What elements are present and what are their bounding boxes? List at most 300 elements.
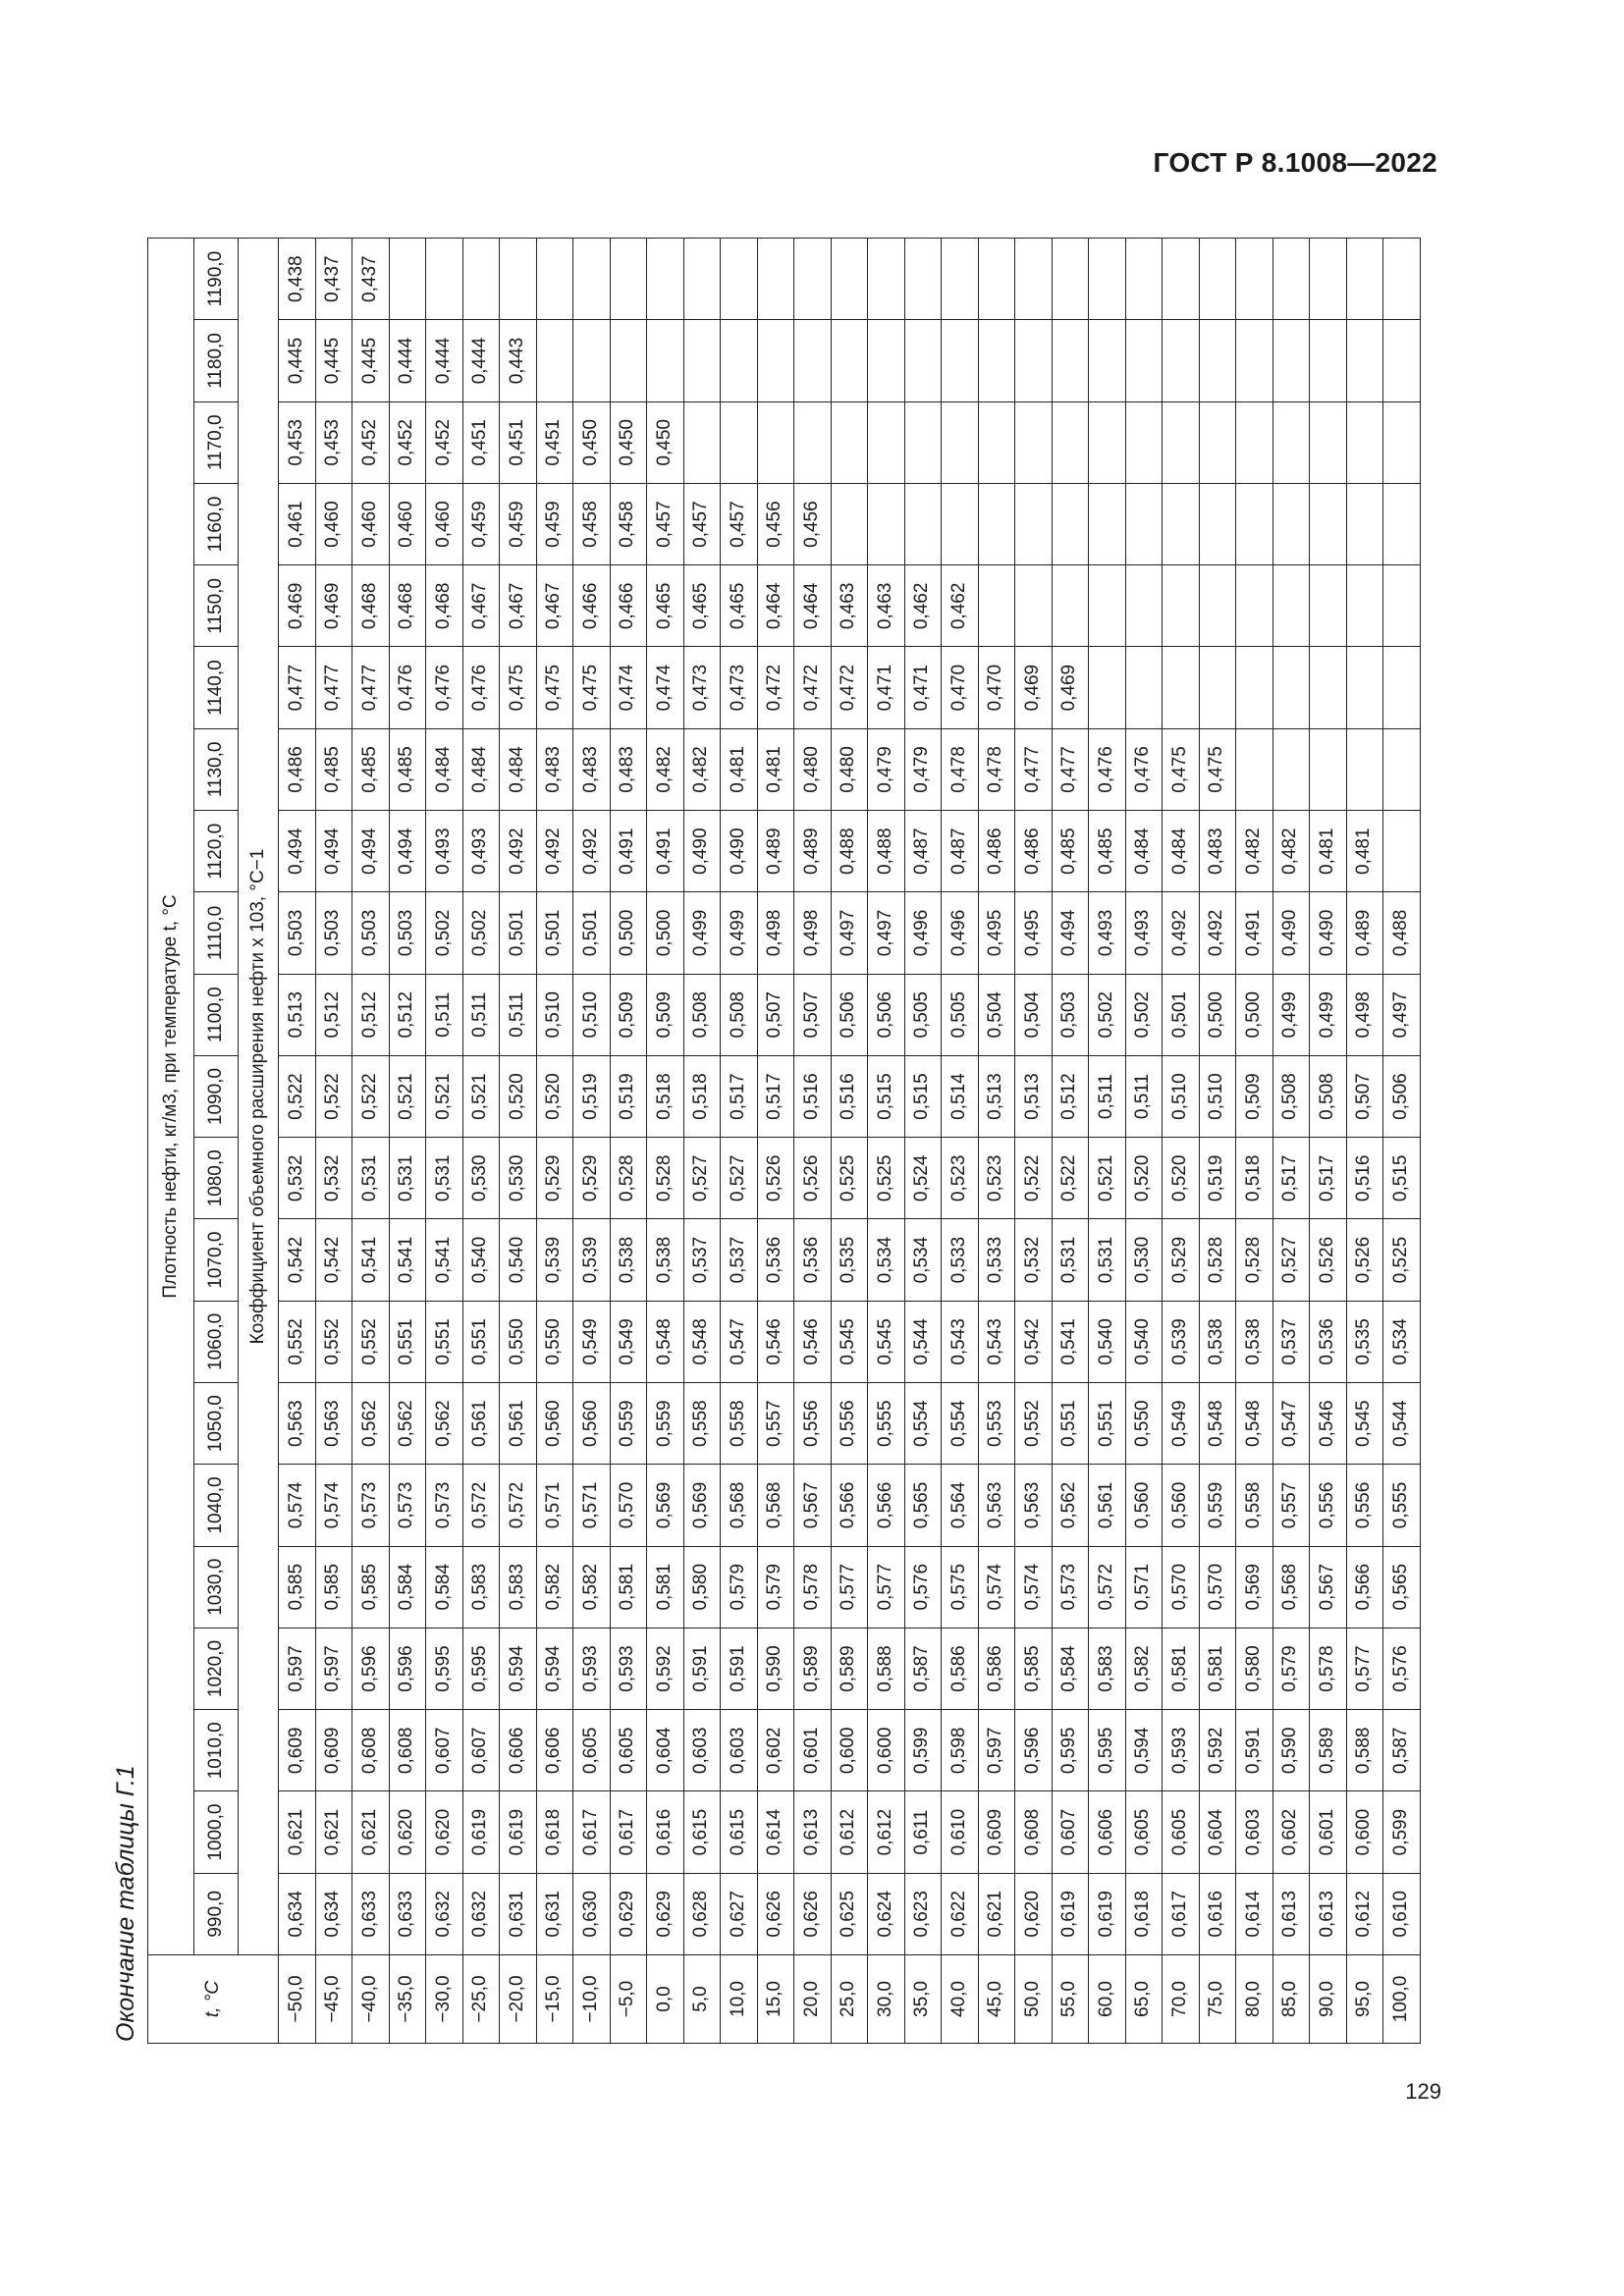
coefficient-cell: 0,579 [1272,1628,1310,1709]
coefficient-cell: 0,572 [1089,1546,1126,1628]
coefficient-cell [1199,401,1236,483]
coefficient-cell: 0,598 [942,1710,979,1791]
coefficient-cell [1052,401,1089,483]
coefficient-cell: 0,487 [942,811,979,892]
coefficient-cell: 0,537 [721,1219,758,1301]
coefficient-cell: 0,484 [1163,811,1200,892]
coefficient-cell: 0,581 [647,1546,684,1628]
coefficient-cell [462,239,500,320]
coefficient-cell: 0,509 [647,974,684,1055]
coefficient-cell: 0,614 [1236,1873,1273,1954]
coefficient-cell: 0,518 [1236,1138,1273,1219]
temperature-cell: 20,0 [794,1955,832,2044]
coefficient-cell: 0,545 [1346,1383,1383,1465]
table-row [1163,239,1200,2044]
table-row [757,239,794,2044]
density-value-header: 1110,0 [194,892,239,974]
temperature-cell: 10,0 [721,1955,758,2044]
coefficient-cell: 0,525 [868,1138,905,1219]
coefficient-cell: 0,550 [1125,1383,1163,1465]
coefficient-cell: 0,603 [1236,1791,1273,1873]
coefficient-cell: 0,500 [1199,974,1236,1055]
coefficient-cell: 0,541 [426,1219,463,1301]
coefficient-cell: 0,600 [831,1710,868,1791]
coefficient-cell [794,401,832,483]
coefficient-cell: 0,630 [573,1873,611,1954]
density-value-header: 1130,0 [194,728,239,810]
coefficient-cell: 0,562 [426,1383,463,1465]
coefficient-cell [1272,728,1310,810]
coefficient-cell: 0,621 [315,1791,352,1873]
coefficient-cell: 0,483 [1199,811,1236,892]
coefficient-cell: 0,545 [831,1301,868,1382]
coefficient-cell: 0,578 [794,1546,832,1628]
coefficient-cell: 0,527 [721,1138,758,1219]
coefficient-cell: 0,619 [500,1791,537,1873]
coefficient-cell [904,401,942,483]
coefficient-cell: 0,609 [315,1710,352,1791]
temperature-cell: −45,0 [315,1955,352,2044]
coefficient-cell [868,401,905,483]
coefficient-cell: 0,486 [1015,811,1053,892]
coefficient-cell: 0,483 [573,728,611,810]
coefficient-cell: 0,457 [721,483,758,564]
coefficient-cell: 0,492 [1163,892,1200,974]
table-row [573,239,611,2044]
coefficient-cell: 0,552 [1015,1383,1053,1465]
coefficient-cell [1125,239,1163,320]
table-row [1310,239,1347,2044]
coefficient-cell [1383,483,1421,564]
coefficient-cell [1272,483,1310,564]
page-number: 129 [1405,2079,1441,2104]
coefficient-cell: 0,463 [831,565,868,647]
coefficient-cell [757,320,794,401]
coefficient-cell [757,401,794,483]
table-row [904,239,942,2044]
coefficient-cell: 0,522 [1015,1138,1053,1219]
coefficient-cell: 0,478 [978,728,1015,810]
coefficient-cell [426,239,463,320]
coefficient-cell: 0,512 [1052,1055,1089,1137]
coefficient-cell: 0,563 [1015,1465,1053,1546]
coefficient-cell: 0,503 [1052,974,1089,1055]
coefficient-cell: 0,576 [1383,1628,1421,1709]
coefficient-cell [942,401,979,483]
coefficient-cell: 0,560 [536,1383,573,1465]
coefficient-cell [721,401,758,483]
coefficient-cell: 0,486 [978,811,1015,892]
coefficient-cell: 0,625 [831,1873,868,1954]
coefficient-cell [757,239,794,320]
coefficient-cell: 0,539 [1163,1301,1200,1382]
coefficient-cell: 0,563 [315,1383,352,1465]
coefficient-cell: 0,509 [610,974,647,1055]
coefficient-cell: 0,605 [610,1710,647,1791]
coefficient-cell: 0,552 [279,1301,316,1382]
coefficient-cell: 0,524 [904,1138,942,1219]
coefficient-cell [1052,239,1089,320]
coefficient-cell: 0,557 [1272,1465,1310,1546]
coefficient-cell: 0,558 [683,1383,721,1465]
coefficient-cell: 0,459 [462,483,500,564]
coefficient-cell: 0,567 [794,1465,832,1546]
coefficient-cell: 0,481 [1346,811,1383,892]
coefficient-cell [868,239,905,320]
coefficient-cell: 0,516 [794,1055,832,1137]
coefficient-cell: 0,451 [536,401,573,483]
coefficient-cell [1272,565,1310,647]
coefficient-cell: 0,607 [426,1710,463,1791]
coefficient-cell: 0,613 [794,1791,832,1873]
coefficient-cell: 0,600 [868,1710,905,1791]
coefficient-cell: 0,593 [573,1628,611,1709]
coefficient-cell: 0,620 [389,1791,426,1873]
coefficient-cell: 0,510 [573,974,611,1055]
coefficient-cell: 0,602 [1272,1791,1310,1873]
coefficient-cell: 0,445 [279,320,316,401]
temperature-cell: 75,0 [1199,1955,1236,2044]
temperature-cell: 55,0 [1052,1955,1089,2044]
coefficient-cell: 0,503 [279,892,316,974]
coefficient-cell: 0,556 [1310,1465,1347,1546]
coefficient-cell: 0,485 [1052,811,1089,892]
coefficient-cell: 0,608 [352,1710,390,1791]
coefficient-cell: 0,490 [1310,892,1347,974]
coefficient-cell: 0,483 [536,728,573,810]
coefficient-cell: 0,467 [536,565,573,647]
coefficient-cell: 0,445 [315,320,352,401]
coefficient-cell: 0,583 [500,1546,537,1628]
coefficient-cell: 0,494 [1052,892,1089,974]
coefficient-cell: 0,472 [757,647,794,728]
coefficient-cell: 0,517 [1272,1138,1310,1219]
coefficient-cell: 0,546 [794,1301,832,1382]
coefficient-cell: 0,581 [1199,1628,1236,1709]
coefficient-cell: 0,492 [573,811,611,892]
temperature-cell: −15,0 [536,1955,573,2044]
coefficient-cell: 0,537 [1272,1301,1310,1382]
coefficient-cell: 0,456 [794,483,832,564]
coefficient-cell: 0,572 [500,1465,537,1546]
coefficient-cell: 0,469 [315,565,352,647]
coefficient-cell: 0,633 [389,1873,426,1954]
coefficient-cell: 0,522 [279,1055,316,1137]
coefficient-cell: 0,512 [389,974,426,1055]
coefficient-cell: 0,507 [1346,1055,1383,1137]
coefficient-cell: 0,495 [978,892,1015,974]
density-value-header: 1060,0 [194,1301,239,1382]
coefficient-cell: 0,488 [831,811,868,892]
coefficient-cell: 0,468 [389,565,426,647]
coefficient-cell: 0,496 [942,892,979,974]
coefficient-cell [573,239,611,320]
coefficient-cell: 0,474 [610,647,647,728]
coefficient-cell: 0,453 [315,401,352,483]
coefficient-cell: 0,472 [831,647,868,728]
coefficient-cell: 0,470 [942,647,979,728]
table-row [352,239,390,2044]
coefficient-cell: 0,519 [573,1055,611,1137]
table-row [389,239,426,2044]
coefficient-cell: 0,605 [1163,1791,1200,1873]
coefficient-cell: 0,505 [942,974,979,1055]
table-row [1236,239,1273,2044]
coefficient-cell: 0,503 [389,892,426,974]
coefficient-cell: 0,621 [352,1791,390,1873]
coefficient-cell: 0,569 [647,1465,684,1546]
coefficient-cell: 0,519 [1199,1138,1236,1219]
coefficient-cell: 0,607 [1052,1791,1089,1873]
coefficient-cell: 0,613 [1310,1873,1347,1954]
table-row [279,239,316,2044]
coefficient-cell: 0,512 [315,974,352,1055]
coefficient-cell [1199,239,1236,320]
coefficient-cell: 0,500 [1236,974,1273,1055]
coefficient-cell: 0,501 [573,892,611,974]
temperature-cell: 70,0 [1163,1955,1200,2044]
coefficient-cell: 0,564 [942,1465,979,1546]
coefficient-cell: 0,499 [1272,974,1310,1055]
coefficient-cell: 0,607 [462,1710,500,1791]
coefficient-cell: 0,551 [1052,1383,1089,1465]
coefficient-cell: 0,477 [279,647,316,728]
coefficient-cell: 0,584 [426,1546,463,1628]
coefficient-cell: 0,591 [683,1628,721,1709]
coefficient-cell [1163,320,1200,401]
coefficient-cell: 0,565 [904,1465,942,1546]
coefficient-cell: 0,534 [904,1219,942,1301]
coefficient-cell [942,320,979,401]
coefficient-cell: 0,484 [1125,811,1163,892]
coefficient-cell: 0,529 [1163,1219,1200,1301]
temperature-cell: 45,0 [978,1955,1015,2044]
coefficient-cell: 0,476 [426,647,463,728]
coefficient-cell: 0,489 [757,811,794,892]
coefficient-cell: 0,601 [794,1710,832,1791]
coefficient-cell: 0,560 [1163,1465,1200,1546]
coefficient-cell: 0,469 [1052,647,1089,728]
coefficient-cell: 0,543 [978,1301,1015,1382]
coefficient-cell: 0,552 [315,1301,352,1382]
coefficient-cell: 0,488 [1383,892,1421,974]
coefficient-cell: 0,476 [1125,728,1163,810]
coefficient-cell [794,239,832,320]
coefficient-cell [1383,401,1421,483]
coefficient-cell: 0,476 [389,647,426,728]
coefficient-cell: 0,540 [1125,1301,1163,1382]
temperature-cell: −25,0 [462,1955,500,2044]
coefficient-cell: 0,546 [757,1301,794,1382]
coefficient-cell: 0,452 [352,401,390,483]
coefficient-cell [1310,647,1347,728]
coefficient-cell: 0,450 [610,401,647,483]
coefficient-cell: 0,629 [647,1873,684,1954]
coefficient-cell: 0,462 [942,565,979,647]
coefficient-cell [500,239,537,320]
coefficient-cell: 0,549 [1163,1383,1200,1465]
coefficient-cell: 0,456 [757,483,794,564]
coefficient-cell [1236,565,1273,647]
coefficient-cell: 0,600 [1346,1791,1383,1873]
coefficient-cell: 0,595 [1052,1710,1089,1791]
coefficient-cell: 0,606 [536,1710,573,1791]
coefficient-cell: 0,599 [904,1710,942,1791]
temperature-cell: 100,0 [1383,1955,1421,2044]
temperature-cell: 15,0 [757,1955,794,2044]
coefficient-cell: 0,563 [978,1465,1015,1546]
coefficient-cell: 0,461 [279,483,316,564]
coefficient-cell [1089,483,1126,564]
temperature-cell: 65,0 [1125,1955,1163,2044]
coefficient-cell [1346,647,1383,728]
coefficient-cell: 0,466 [573,565,611,647]
coefficient-cell: 0,580 [683,1546,721,1628]
coefficient-cell: 0,493 [426,811,463,892]
coefficient-cell: 0,550 [536,1301,573,1382]
coefficient-cell: 0,513 [279,974,316,1055]
coefficient-cell: 0,522 [352,1055,390,1137]
coefficient-cell: 0,611 [904,1791,942,1873]
table-row [536,239,573,2044]
coefficient-cell: 0,458 [573,483,611,564]
coefficient-cell: 0,573 [389,1465,426,1546]
coefficient-cell [1052,483,1089,564]
density-value-header: 1180,0 [194,320,239,401]
coefficient-cell: 0,585 [279,1546,316,1628]
coefficient-cell: 0,465 [683,565,721,647]
coefficient-cell: 0,526 [757,1138,794,1219]
coefficient-cell: 0,482 [1236,811,1273,892]
coefficient-cell: 0,548 [1236,1383,1273,1465]
coefficient-cell: 0,573 [1052,1546,1089,1628]
coefficient-cell: 0,622 [942,1873,979,1954]
table-row [721,239,758,2044]
coefficient-cell: 0,490 [683,811,721,892]
coefficient-cell: 0,469 [279,565,316,647]
coefficient-cell: 0,551 [1089,1383,1126,1465]
table-row [1199,239,1236,2044]
coefficient-cell: 0,498 [794,892,832,974]
coefficient-cell: 0,450 [573,401,611,483]
density-header: Плотность нефти, кг/м3, при температуре t, °C [148,239,194,1955]
table-row [315,239,352,2044]
coefficient-cell: 0,612 [831,1791,868,1873]
temperature-cell: 95,0 [1346,1955,1383,2044]
coefficient-cell: 0,452 [426,401,463,483]
coefficient-cell: 0,457 [647,483,684,564]
coefficient-cell: 0,556 [794,1383,832,1465]
coefficient-cell [389,239,426,320]
coefficient-cell: 0,542 [279,1219,316,1301]
density-value-header: 1150,0 [194,565,239,647]
coefficient-cell: 0,491 [610,811,647,892]
coefficient-cell: 0,609 [279,1710,316,1791]
coefficient-cell [1383,728,1421,810]
coefficient-cell [1052,565,1089,647]
coefficient-cell: 0,599 [1383,1791,1421,1873]
coefficient-cell: 0,626 [794,1873,832,1954]
coefficient-cell: 0,551 [389,1301,426,1382]
coefficient-cell: 0,540 [462,1219,500,1301]
coefficient-cell [1310,320,1347,401]
coefficient-cell: 0,606 [500,1710,537,1791]
coefficient-cell: 0,633 [352,1873,390,1954]
coefficient-cell: 0,496 [904,892,942,974]
coefficient-cell: 0,531 [389,1138,426,1219]
coefficient-cell: 0,481 [721,728,758,810]
density-value-header: 1000,0 [194,1791,239,1873]
coefficient-cell: 0,463 [868,565,905,647]
coefficient-cell: 0,445 [352,320,390,401]
coefficient-cell: 0,634 [279,1873,316,1954]
coefficient-cell: 0,511 [1125,1055,1163,1137]
coefficient-cell [1383,647,1421,728]
coefficient-cell: 0,585 [352,1546,390,1628]
coefficient-cell: 0,594 [536,1628,573,1709]
coefficient-cell: 0,494 [389,811,426,892]
coefficient-cell: 0,596 [1015,1710,1053,1791]
coefficient-cell: 0,631 [536,1873,573,1954]
coefficient-cell: 0,586 [942,1628,979,1709]
coefficient-cell: 0,485 [315,728,352,810]
coefficient-cell [1089,647,1126,728]
coefficient-cell: 0,585 [315,1546,352,1628]
coefficient-cell: 0,544 [904,1301,942,1382]
coefficient-cell: 0,443 [500,320,537,401]
coefficient-cell: 0,620 [1015,1873,1053,1954]
coefficient-cell: 0,553 [978,1383,1015,1465]
coefficient-cell: 0,569 [1236,1546,1273,1628]
coefficient-cell: 0,623 [904,1873,942,1954]
coefficient-cell: 0,513 [1015,1055,1053,1137]
coefficient-cell: 0,540 [500,1219,537,1301]
coefficient-cell [1163,483,1200,564]
coefficient-cell: 0,460 [426,483,463,564]
density-value-header: 1100,0 [194,974,239,1055]
coefficient-cell: 0,484 [426,728,463,810]
table-container [147,238,1411,2044]
coefficient-cell: 0,437 [315,239,352,320]
coefficient-cell: 0,518 [683,1055,721,1137]
coefficient-cell: 0,602 [757,1710,794,1791]
coefficient-cell [1346,239,1383,320]
coefficient-cell: 0,585 [1015,1628,1053,1709]
coefficient-cell: 0,618 [1125,1873,1163,1954]
coefficient-cell: 0,467 [462,565,500,647]
coefficient-cell: 0,517 [1310,1138,1347,1219]
coefficient-cell: 0,594 [1125,1710,1163,1791]
table-row [1125,239,1163,2044]
temperature-cell: 50,0 [1015,1955,1053,2044]
coefficient-cell: 0,497 [868,892,905,974]
coefficient-cell: 0,567 [1310,1546,1347,1628]
table-row [1346,239,1383,2044]
coefficient-cell [1310,728,1347,810]
coefficient-cell [1346,483,1383,564]
coefficient-cell: 0,511 [1089,1055,1126,1137]
coefficient-cell: 0,540 [1089,1301,1126,1382]
coefficient-cell: 0,548 [1199,1383,1236,1465]
coefficient-cell: 0,473 [683,647,721,728]
coefficient-cell [978,239,1015,320]
coefficient-cell [1272,647,1310,728]
coefficient-cell [1125,320,1163,401]
coefficient-cell: 0,522 [1052,1138,1089,1219]
coefficient-cell: 0,515 [1383,1138,1421,1219]
coefficient-cell [978,483,1015,564]
coefficient-cell: 0,581 [1163,1628,1200,1709]
